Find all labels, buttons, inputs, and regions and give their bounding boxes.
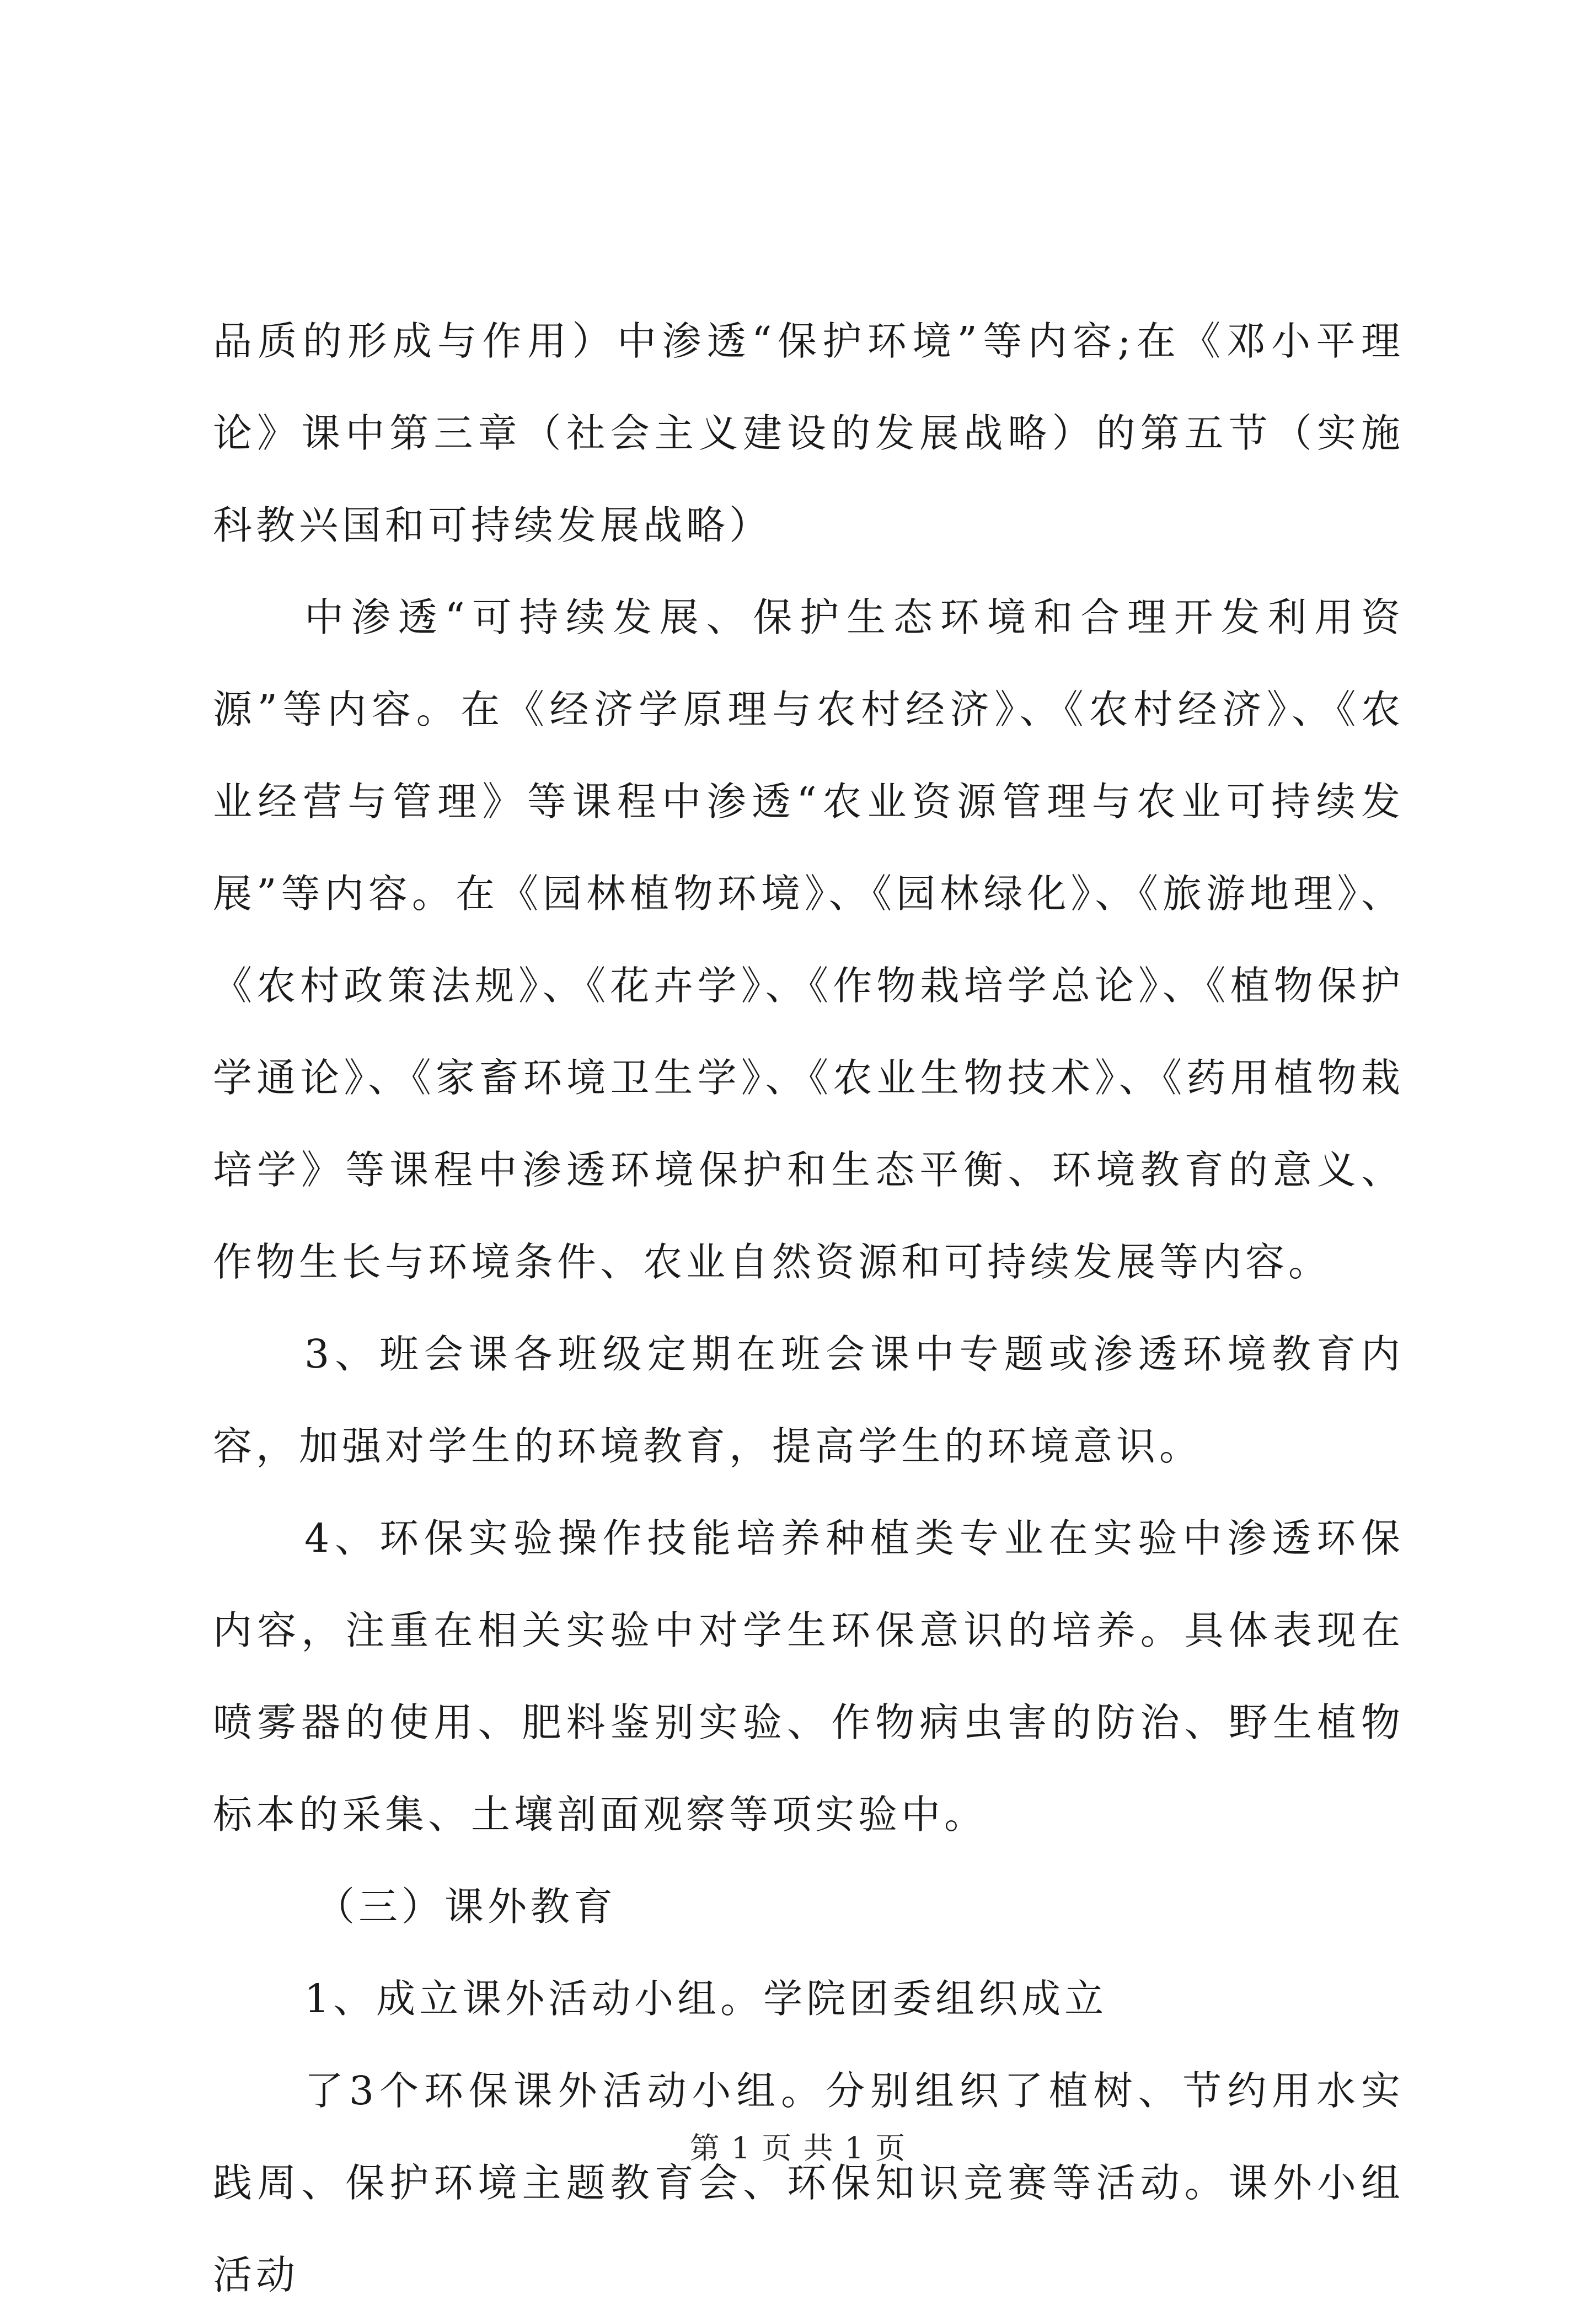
section-heading-extracurricular: （三）课外教育	[315, 1884, 617, 1929]
document-body	[213, 295, 1404, 2321]
paragraph-1: 品质的形成与作用）中渗透“保护环境”等内容;在《邓小平理论》课中第三章（社会主义建设的发展战略）的第五节（实施科教兴国和可持续发展战略）	[213, 318, 1404, 548]
paragraph-3: 3、班会课各班级定期在班会课中专题或渗透环境教育内容，加强对学生的环境教育，提高学生的环境意识。	[213, 1331, 1404, 1469]
paragraph-6: 了3个环保课外活动小组。分别组织了植树、节约用水实践周、保护环境主题教育会、环保知识竞赛等活动。课外小组活动	[213, 2068, 1404, 2298]
paragraph-2: 中渗透“可持续发展、保护生态环境和合理开发利用资源”等内容。在《经济学原理与农村经济》、《农村经济》、《农业经营与管理》等课程中渗透“农业资源管理与农业可持续发展”等内容。在《园林植物环境》、《园林绿化》、《旅游地理》、《农村政策法规》、《花卉学》、《作物栽培学总论》、《植物保护学通论》、《家畜环境卫生学》、《农业生物技术》、《药用植物栽培学》等课程中渗透环境保护和生态平衡、环境教育的意义、作物生长与环境条件、农业自然资源和可持续发展等内容。	[213, 594, 1404, 1285]
paragraph-4: 4、环保实验操作技能培养种植类专业在实验中渗透环保内容，注重在相关实验中对学生环保意识的培养。具体表现在喷雾器的使用、肥料鉴别实验、作物病虫害的防治、野生植物标本的采集、土壤剖面观察等项实验中。	[213, 1515, 1404, 1837]
page-footer	[0, 2132, 1596, 2165]
page-number-label: 第 1 页 共 1 页	[689, 2131, 907, 2165]
paragraph-5: 1、成立课外活动小组。学院团委组织成立	[304, 1976, 1108, 2022]
